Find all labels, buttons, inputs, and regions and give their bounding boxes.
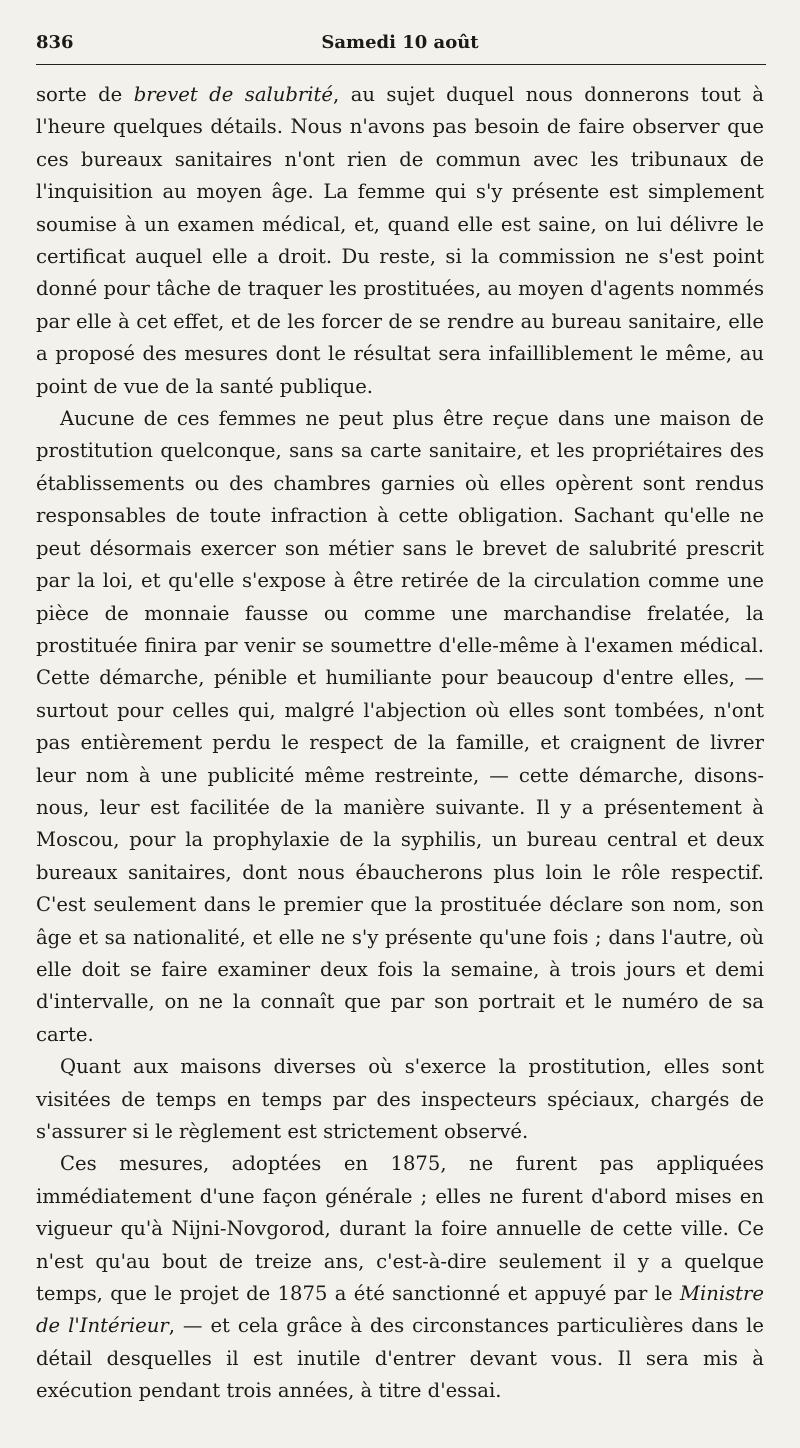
paragraph-4 [36, 1148, 764, 1407]
italic-run: brevet de salubrité [133, 83, 334, 106]
text-run: sorte de [36, 83, 134, 106]
running-title: Samedi 10 août [321, 32, 479, 53]
text-run: Quant aux maisons diverses où s'exerce la prostitution, elles sont visitées de temps en temps par des inspecteurs spéciaux, chargés de s'assurer si le règlement est strictement observé. [36, 1055, 764, 1143]
text-run: , — et cela grâce à des circonstances particulières dans le détail desquelles il est inutile d'entrer devant vous. Il sera mis à exécution pendant trois années, à titre d'essai. [36, 1314, 764, 1403]
paragraph-1 [36, 79, 764, 403]
paragraph-3 [36, 1051, 764, 1148]
page [36, 26, 764, 1408]
paragraph-2 [36, 403, 764, 1051]
page-number: 836 [36, 32, 74, 53]
text-run: Aucune de ces femmes ne peut plus être reçue dans une maison de prostitution quelconque, sans sa carte sanitaire, et les propriétaires des établissements ou des chambres garnies où elles opèrent sont rendus responsables de toute infraction à cette obligation. Sachant qu'elle ne peut désormais exercer son métier sans le brevet de salubrité prescrit par la loi, et qu'elle s'expose à être retirée de la circulation comme une pièce de monnaie fausse ou comme une marchandise frelatée, la prostituée finira par venir se soumettre d'elle-même à l'examen médical. Cette démarche, pénible et humiliante pour beaucoup d'entre elles, — surtout pour celles qui, malgré l'abjection où elles sont tombées, n'ont pas entièrement perdu le respect de la famille, et craignent de livrer leur nom à une publicité même restreinte, — cette démarche, disons-nous, leur est facilitée de la manière suivante. Il y a présentement à Moscou, pour la prophylaxie de la syphilis, un bureau central et deux bureaux sanitaires, dont nous ébaucherons plus loin le rôle respectif. C'est seulement dans le premier que la prostituée déclare son nom, son âge et sa nationalité, et elle ne s'y présente qu'une fois ; dans l'autre, où elle doit se faire examiner deux fois la semaine, à trois jours et demi d'intervalle, on ne la connaît que par son portrait et le numéro de sa carte. [36, 407, 764, 1046]
italic-run: Ministre de l'Intérieur [36, 1282, 764, 1338]
body-text [36, 79, 764, 1408]
running-header [36, 26, 764, 64]
header-rule [36, 64, 766, 65]
text-run: Ces mesures, adoptées en 1875, ne furent pas appliquées immédiatement d'une façon générale ; elles ne furent d'abord mises en vigueur qu'à Nijni-Novgorod, durant la foire annuelle de cette ville. Ce n'est qu'au bout de treize ans, c'est-à-dire seulement il y a quelque temps, que le projet de 1875 a été sanctionné et appuyé par le [36, 1152, 764, 1306]
text-run: , au sujet duquel nous donnerons tout à l'heure quelques détails. Nous n'avons pas besoin de faire observer que ces bureaux sanitaires n'ont rien de commun avec les tribunaux de l'inquisition au moyen âge. La femme qui s'y présente est simplement soumise à un examen médical, et, quand elle est saine, on lui délivre le certificat auquel elle a droit. Du reste, si la commission ne s'est point donné pour tâche de traquer les prostituées, au moyen d'agents nommés par elle à cet effet, et de les forcer de se rendre au bureau sanitaire, elle a proposé des mesures dont le résultat sera infailliblement le même, au point de vue de la santé publique. [36, 83, 764, 398]
